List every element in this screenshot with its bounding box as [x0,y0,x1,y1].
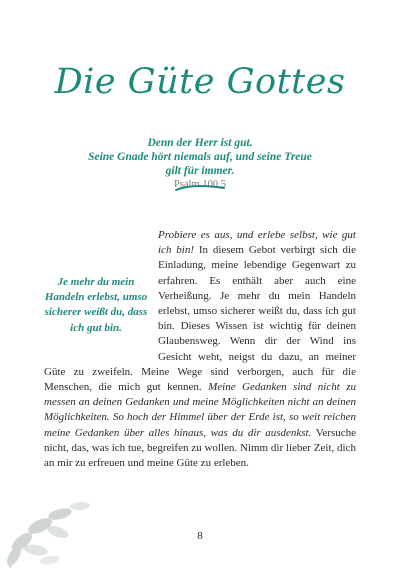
quote-line-2: Seine Gnade hört niemals auf, und seine Treue [88,151,312,163]
body-intro: Probiere es aus, und erlebe selbst, wie gut ich bin! [158,229,356,257]
page-number: 8 [197,530,203,542]
leaf-decoration-icon [0,470,110,568]
quote-line-3: gilt für immer. [165,165,235,177]
body-part-1: In diesem Gebot verbirgt sich die Einladung, meine lebendige Gegenwart zu erfahren. Es enthält aber auch eine Verheißung. Je mehr du mein Handeln erlebst, umso sicherer weißt du, dass ich gut bin. Dieses Wissen ist wichtig für deinen Glaubensweg. Wenn dir der Wind ins Gesicht weht, neigst du dazu, an meiner Güte zu zweifeln. Meine Wege sind verborgen, auch für die Menschen, die mich gut kennen. [44,244,356,394]
quote-reference: Psalm 100,5 [174,179,226,190]
body-part-2: Versuche nicht, das, was ich tue, begreifen zu wollen. Nimm dir lieber Zeit, dich an mir zu erfreuen und meine Güte zu erleben. [44,426,357,470]
quote-line-1: Denn der Herr ist gut. [147,137,253,149]
body-italic-1: Meine Gedanken sind nicht zu messen an deinen Gedanken und meine Möglichkeiten nicht an deinen Möglichkeiten. So hoch der Himmel über der Erde ist, so weit reichen meine Gedanken über alles hinaus, was du dir ausdenkst. [44,381,357,439]
pull-quote: Je mehr du mein Handeln erlebst, umso sicherer weißt du, dass ich gut bin. [44,276,148,334]
swash-ornament-icon [174,183,226,193]
page-title: Die Güte Gottes [54,62,346,102]
body-text [44,228,356,471]
